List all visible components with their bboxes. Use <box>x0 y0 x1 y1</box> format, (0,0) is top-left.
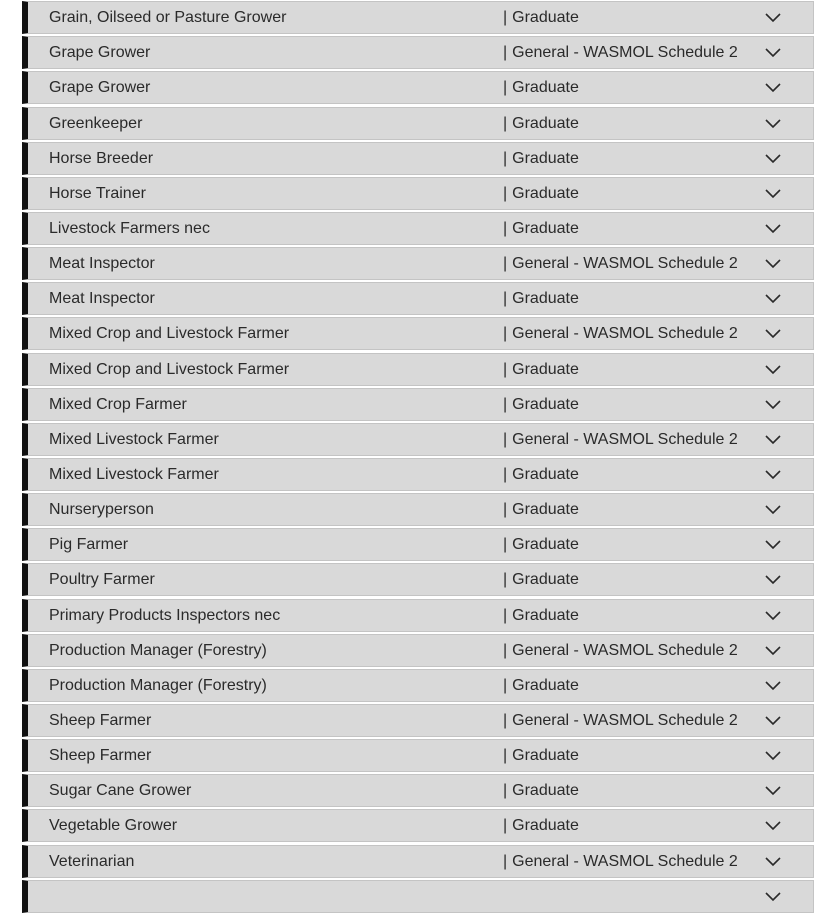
occupation-title: Poultry Farmer <box>49 571 155 589</box>
occupation-title: Production Manager (Forestry) <box>49 676 267 694</box>
chevron-down-icon[interactable] <box>765 749 781 761</box>
separator: | <box>503 501 508 519</box>
visa-stream-text: Graduate <box>512 606 579 624</box>
occupation-title: Sheep Farmer <box>49 711 152 729</box>
occupation-title: Grape Grower <box>49 44 151 62</box>
occupation-title: Primary Products Inspectors nec <box>49 606 281 624</box>
visa-stream-label <box>503 213 579 244</box>
separator: | <box>503 255 508 273</box>
occupation-title: Horse Trainer <box>49 184 146 202</box>
separator: | <box>503 676 508 694</box>
separator: | <box>503 711 508 729</box>
visa-stream-label <box>503 600 579 631</box>
visa-stream-label <box>503 248 738 279</box>
accordion-row[interactable] <box>22 317 814 350</box>
accordion-row[interactable] <box>22 704 814 737</box>
chevron-down-icon[interactable] <box>765 503 781 515</box>
visa-stream-text: Graduate <box>512 290 579 308</box>
separator: | <box>503 395 508 413</box>
accordion-row[interactable] <box>22 177 814 210</box>
visa-stream-text: General - WASMOL Schedule 2 <box>512 255 738 273</box>
visa-stream-label <box>503 846 738 877</box>
separator: | <box>503 149 508 167</box>
separator: | <box>503 114 508 132</box>
accordion-row[interactable] <box>22 247 814 280</box>
chevron-down-icon[interactable] <box>765 117 781 129</box>
accordion-row[interactable] <box>22 634 814 667</box>
separator: | <box>503 852 508 870</box>
visa-stream-text: Graduate <box>512 536 579 554</box>
visa-stream-label <box>503 37 738 68</box>
visa-stream-text: Graduate <box>512 9 579 27</box>
accordion-row[interactable] <box>22 212 814 245</box>
visa-stream-text: Graduate <box>512 782 579 800</box>
chevron-down-icon[interactable] <box>765 714 781 726</box>
chevron-down-icon[interactable] <box>765 46 781 58</box>
occupation-title: Pig Farmer <box>49 536 129 554</box>
chevron-down-icon[interactable] <box>765 398 781 410</box>
visa-stream-label <box>503 494 579 525</box>
visa-stream-text: Graduate <box>512 817 579 835</box>
visa-stream-label <box>503 2 579 33</box>
chevron-down-icon[interactable] <box>765 11 781 23</box>
occupation-title: Grape Grower <box>49 79 151 97</box>
accordion-row[interactable] <box>22 353 814 386</box>
visa-stream-label <box>503 72 579 103</box>
separator: | <box>503 9 508 27</box>
visa-stream-text: General - WASMOL Schedule 2 <box>512 430 738 448</box>
accordion-row[interactable] <box>22 528 814 561</box>
separator: | <box>503 325 508 343</box>
chevron-down-icon[interactable] <box>765 890 781 902</box>
chevron-down-icon[interactable] <box>765 81 781 93</box>
visa-stream-text: General - WASMOL Schedule 2 <box>512 44 738 62</box>
occupation-title: Production Manager (Forestry) <box>49 641 267 659</box>
accordion-row[interactable] <box>22 599 814 632</box>
chevron-down-icon[interactable] <box>765 292 781 304</box>
separator: | <box>503 782 508 800</box>
accordion-row[interactable] <box>22 669 814 702</box>
visa-stream-label <box>503 810 579 841</box>
occupation-title: Vegetable Grower <box>49 817 178 835</box>
separator: | <box>503 606 508 624</box>
visa-stream-text: Graduate <box>512 501 579 519</box>
separator: | <box>503 44 508 62</box>
chevron-down-icon[interactable] <box>765 573 781 585</box>
separator: | <box>503 817 508 835</box>
visa-stream-label <box>503 740 579 771</box>
visa-stream-label <box>503 635 738 666</box>
chevron-down-icon[interactable] <box>765 609 781 621</box>
occupation-title: Meat Inspector <box>49 255 155 273</box>
chevron-down-icon[interactable] <box>765 433 781 445</box>
chevron-down-icon[interactable] <box>765 363 781 375</box>
occupation-title: Mixed Crop Farmer <box>49 395 187 413</box>
chevron-down-icon[interactable] <box>765 152 781 164</box>
occupation-title: Mixed Livestock Farmer <box>49 430 219 448</box>
chevron-down-icon[interactable] <box>765 538 781 550</box>
accordion-row[interactable] <box>22 107 814 140</box>
accordion-row[interactable] <box>22 563 814 596</box>
separator: | <box>503 536 508 554</box>
accordion-row[interactable] <box>22 282 814 315</box>
visa-stream-label <box>503 670 579 701</box>
visa-stream-text: General - WASMOL Schedule 2 <box>512 711 738 729</box>
accordion-row[interactable] <box>22 809 814 842</box>
visa-stream-text: General - WASMOL Schedule 2 <box>512 852 738 870</box>
accordion-row[interactable] <box>22 845 814 878</box>
visa-stream-text: Graduate <box>512 571 579 589</box>
accordion-row[interactable] <box>22 458 814 491</box>
visa-stream-text: Graduate <box>512 360 579 378</box>
occupation-title: Sugar Cane Grower <box>49 782 192 800</box>
visa-stream-text: Graduate <box>512 114 579 132</box>
visa-stream-label <box>503 283 579 314</box>
occupation-title: Grain, Oilseed or Pasture Grower <box>49 9 287 27</box>
chevron-down-icon[interactable] <box>765 222 781 234</box>
visa-stream-label <box>503 459 579 490</box>
occupation-title: Mixed Livestock Farmer <box>49 465 219 483</box>
chevron-down-icon[interactable] <box>765 468 781 480</box>
separator: | <box>503 184 508 202</box>
accordion-row[interactable] <box>22 493 814 526</box>
separator: | <box>503 571 508 589</box>
visa-stream-text: Graduate <box>512 747 579 765</box>
visa-stream-label <box>503 354 579 385</box>
separator: | <box>503 747 508 765</box>
chevron-down-icon[interactable] <box>765 855 781 867</box>
chevron-down-icon[interactable] <box>765 187 781 199</box>
accordion-row[interactable] <box>22 774 814 807</box>
accordion-row[interactable] <box>22 36 814 69</box>
accordion-row[interactable] <box>22 142 814 175</box>
visa-stream-label <box>503 389 579 420</box>
visa-stream-text: Graduate <box>512 219 579 237</box>
chevron-down-icon[interactable] <box>765 327 781 339</box>
accordion-row[interactable] <box>22 423 814 456</box>
visa-stream-text: Graduate <box>512 184 579 202</box>
accordion-row[interactable] <box>22 1 814 34</box>
occupation-title: Horse Breeder <box>49 149 154 167</box>
visa-stream-label <box>503 143 579 174</box>
separator: | <box>503 360 508 378</box>
chevron-down-icon[interactable] <box>765 679 781 691</box>
visa-stream-text: General - WASMOL Schedule 2 <box>512 325 738 343</box>
occupation-title: Veterinarian <box>49 852 135 870</box>
visa-stream-text: Graduate <box>512 149 579 167</box>
visa-stream-text: Graduate <box>512 465 579 483</box>
separator: | <box>503 641 508 659</box>
visa-stream-text: Graduate <box>512 79 579 97</box>
separator: | <box>503 219 508 237</box>
occupation-title: Nurseryperson <box>49 501 154 519</box>
accordion-row[interactable] <box>22 388 814 421</box>
occupation-title: Meat Inspector <box>49 290 155 308</box>
visa-stream-label <box>503 564 579 595</box>
chevron-down-icon[interactable] <box>765 784 781 796</box>
accordion-row[interactable] <box>22 739 814 772</box>
occupation-accordion-list <box>22 0 814 915</box>
visa-stream-label <box>503 178 579 209</box>
visa-stream-label <box>503 424 738 455</box>
occupation-title: Sheep Farmer <box>49 747 152 765</box>
visa-stream-label <box>503 108 579 139</box>
chevron-down-icon[interactable] <box>765 257 781 269</box>
visa-stream-label <box>503 775 579 806</box>
separator: | <box>503 290 508 308</box>
chevron-down-icon[interactable] <box>765 819 781 831</box>
occupation-title: Livestock Farmers nec <box>49 219 210 237</box>
visa-stream-label <box>503 318 738 349</box>
chevron-down-icon[interactable] <box>765 644 781 656</box>
occupation-title: Mixed Crop and Livestock Farmer <box>49 360 290 378</box>
visa-stream-label <box>503 705 738 736</box>
visa-stream-text: Graduate <box>512 395 579 413</box>
visa-stream-text: Graduate <box>512 676 579 694</box>
occupation-title: Greenkeeper <box>49 114 143 132</box>
separator: | <box>503 465 508 483</box>
accordion-row[interactable] <box>22 71 814 104</box>
visa-stream-text: General - WASMOL Schedule 2 <box>512 641 738 659</box>
visa-stream-label <box>503 529 579 560</box>
separator: | <box>503 79 508 97</box>
separator: | <box>503 430 508 448</box>
occupation-title: Mixed Crop and Livestock Farmer <box>49 325 290 343</box>
